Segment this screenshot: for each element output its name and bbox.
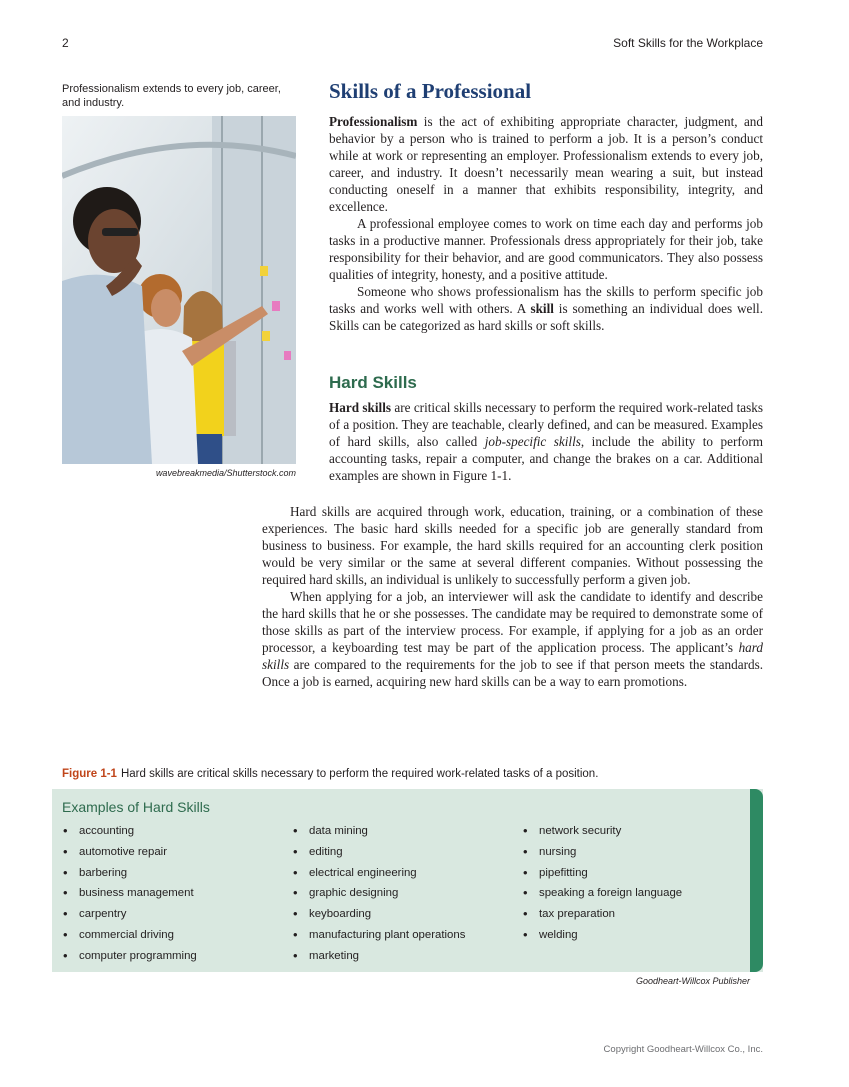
list-item: • electrical engineering bbox=[293, 863, 465, 884]
copyright-footer: Copyright Goodheart-Willcox Co., Inc. bbox=[603, 1044, 763, 1055]
skills-list-col3 bbox=[523, 821, 682, 946]
hard-skills-intro bbox=[329, 399, 763, 484]
list-item: • nursing bbox=[523, 842, 682, 863]
list-item: • editing bbox=[293, 842, 465, 863]
paragraph-professional-employee: A professional employee comes to work on time each day and performs job tasks in a productive manner. Professionals dress appropriately for their job, take responsibility for their behavior, and are good communicators. They also possess qualities of integrity, honesty, and a positive attitude. bbox=[329, 216, 763, 282]
running-head: Soft Skills for the Workplace bbox=[613, 36, 763, 50]
list-item: • business management bbox=[63, 883, 197, 904]
list-item: • manufacturing plant operations bbox=[293, 925, 465, 946]
list-item: • speaking a foreign language bbox=[523, 883, 682, 904]
list-item: • barbering bbox=[63, 863, 197, 884]
photo-credit: wavebreakmedia/Shutterstock.com bbox=[155, 468, 296, 478]
section-title: Skills of a Professional bbox=[329, 79, 532, 103]
list-item: • automotive repair bbox=[63, 842, 197, 863]
team-photo bbox=[62, 116, 296, 464]
intro-text bbox=[329, 113, 763, 334]
hard-skills-body bbox=[262, 503, 763, 690]
list-item: • welding bbox=[523, 925, 682, 946]
skills-list-col1 bbox=[63, 821, 197, 967]
figure-box-title: Examples of Hard Skills bbox=[62, 799, 210, 815]
paragraph-hard-skills-interview: When applying for a job, an interviewer will ask the candidate to identify and describe the hard skills that he or she possesses. The candidate may be required to demonstrate some of those skills as part of the interview process. For example, if applying for a job as an order processor, a keyboarding test may be part of the application process. The applicant’s hard skills are compared to the requirements for the job to see if that person meets the standards. Once a job is earned, acquiring new hard skills can be a way to earn promotions. bbox=[262, 589, 763, 689]
list-item: • commercial driving bbox=[63, 925, 197, 946]
figure-caption: Figure 1-1 Hard skills are critical skills necessary to perform the required work-related tasks of a position. bbox=[62, 768, 599, 780]
list-item: • carpentry bbox=[63, 904, 197, 925]
page-number: 2 bbox=[62, 36, 69, 50]
term-hard-skills: Hard skills bbox=[329, 400, 391, 415]
photo-caption: Professionalism extends to every job, career, and industry. bbox=[62, 83, 281, 109]
figure-publisher-credit: Goodheart-Willcox Publisher bbox=[636, 976, 750, 986]
list-item: • pipefitting bbox=[523, 863, 682, 884]
list-item: • keyboarding bbox=[293, 904, 465, 925]
list-item: • marketing bbox=[293, 946, 465, 967]
team-photo-illustration bbox=[62, 116, 296, 464]
figure-box-tab bbox=[750, 789, 763, 972]
skills-list-col2 bbox=[293, 821, 465, 967]
paragraph-skill-definition: Someone who shows professionalism has the skills to perform specific job tasks and works well with others. A skill is something an individual does well. Skills can be categorized as hard skills or soft skills. bbox=[329, 284, 763, 333]
list-item: • accounting bbox=[63, 821, 197, 842]
list-item: • network security bbox=[523, 821, 682, 842]
list-item: • computer programming bbox=[63, 946, 197, 967]
term-professionalism: Professionalism bbox=[329, 114, 418, 129]
paragraph-hard-skills-acquired: Hard skills are acquired through work, education, training, or a combination of these experiences. The basic hard skills needed for a specific job are generally standard from business to business. For example, the hard skills required for an accounting clerk position would be very similar or the same at several different companies. Without possessing the required hard skills, an individual is unlikely to successfully perform a given job. bbox=[262, 504, 763, 587]
hard-skills-heading: Hard Skills bbox=[329, 373, 417, 392]
paragraph-professionalism: Professionalism is the act of exhibiting appropriate character, judgment, and behavior by a person who is trained to perform a job. It is a person’s conduct while at work or representing an employer. Professionalism extends to every job, career, and industry. It doesn’t necessarily mean wearing a suit, but instead conducting oneself in a manner that exhibits responsibility, integrity, and excellence. bbox=[329, 114, 763, 214]
paragraph-hard-skills-definition: Hard skills are critical skills necessary to perform the required work-related tasks of a position. They are teachable, clearly defined, and can be measured. Examples of hard skills, also called job-specific skills, include the ability to perform accounting tasks, repair a computer, and change the brakes on a car. Additional examples are shown in Figure 1-1. bbox=[329, 400, 763, 483]
list-item: • graphic designing bbox=[293, 883, 465, 904]
list-item: • tax preparation bbox=[523, 904, 682, 925]
figure-label: Figure 1-1 bbox=[62, 768, 117, 780]
term-skill: skill bbox=[530, 301, 554, 316]
list-item: • data mining bbox=[293, 821, 465, 842]
